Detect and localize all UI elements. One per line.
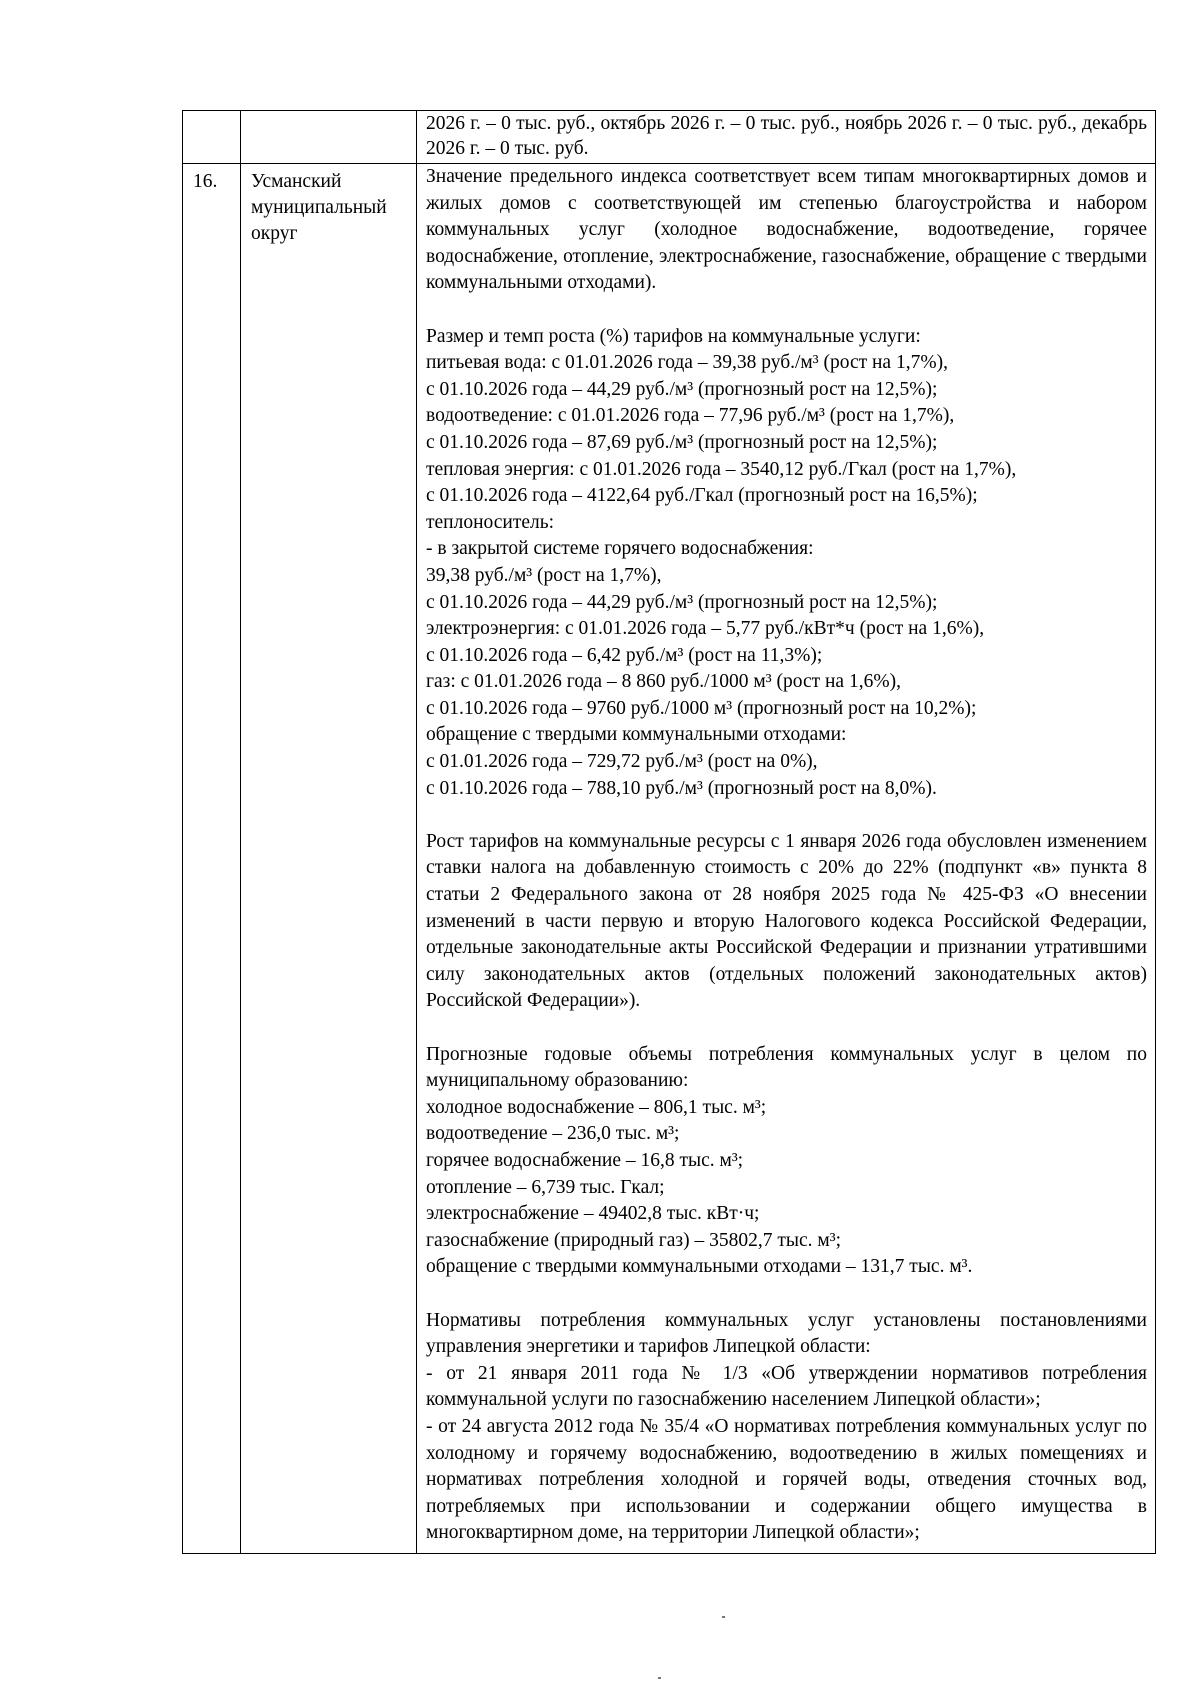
- tariff-line: тепловая энергия: с 01.01.2026 года – 3540,12 руб./Гкал (рост на 1,7%),: [426, 458, 1017, 480]
- volumes-intro: Прогнозные годовые объемы потребления коммунальных услуг в целом по муниципальному образованию:: [426, 1043, 1147, 1092]
- volume-line: холодное водоснабжение – 806,1 тыс. м³;: [426, 1096, 767, 1118]
- volume-line: электроснабжение – 49402,8 тыс. кВт·ч;: [426, 1203, 760, 1225]
- description-cell: [417, 111, 1156, 164]
- tariff-line: обращение с твердыми коммунальными отходами:: [426, 724, 847, 746]
- tariff-line: 39,38 руб./м³ (рост на 1,7%),: [426, 564, 662, 586]
- vat-paragraph: Рост тарифов на коммунальные ресурсы с 1 января 2026 года обусловлен изменением ставки налога на добавленную стоимость с 20% до 22% (подпункт «в» пункта 8 статьи 2 Федерального закона от 28 ноября 2025 года № 425-ФЗ «О внесении изменений в части первую и вторую Налогового кодекса Российской Федерации, отдельные законодательные акты Российской Федерации и признании утратившими силу законодательных актов (отдельных положений законодательных актов) Российской Федерации»).: [426, 830, 1147, 1012]
- tariff-list: [426, 324, 1147, 803]
- tariff-line: с 01.10.2026 года – 9760 руб./1000 м³ (прогнозный рост на 10,2%);: [426, 697, 977, 719]
- tariff-line: теплоноситель:: [426, 511, 555, 533]
- norm-item: - от 24 августа 2012 года № 35/4 «О нормативах потребления коммунальных услуг по холодному и горячему водоснабжению, водоотведению в жилых помещениях и нормативах потребления холодной и горячей воды, отведения сточных вод, потребляемых при использовании и содержании общего имущества в многоквартирном доме, на территории Липецкой области»;: [426, 1415, 1147, 1544]
- volume-line: отопление – 6,739 тыс. Гкал;: [426, 1176, 665, 1198]
- tariff-line: водоотведение: с 01.01.2026 года – 77,96 руб./м³ (рост на 1,7%),: [426, 405, 955, 427]
- tariff-line: с 01.01.2026 года – 729,72 руб./м³ (рост на 0%),: [426, 751, 818, 773]
- scan-speck: [722, 1616, 725, 1618]
- tariff-line: питьевая вода: с 01.01.2026 года – 39,38 руб./м³ (рост на 1,7%),: [426, 352, 948, 374]
- volume-line: горячее водоснабжение – 16,8 тыс. м³;: [426, 1149, 744, 1171]
- norms-intro: Нормативы потребления коммунальных услуг установлены постановлениями управления энергетики и тарифов Липецкой области:: [426, 1309, 1147, 1358]
- row-number-cell: [183, 111, 241, 164]
- index-paragraph: Значение предельного индекса соответствует всем типам многоквартирных домов и жилых домов с соответствующей им степенью благоустройства и набором коммунальных услуг (холодное водоснабжение, водоотведение, горячее водоснабжение, отопление, электроснабжение, газоснабжение, обращение с твердыми коммунальными отходами).: [426, 166, 1147, 294]
- volume-line: обращение с твердыми коммунальными отходами – 131,7 тыс. м³.: [426, 1256, 973, 1278]
- tariff-line: с 01.10.2026 года – 44,29 руб./м³ (прогнозный рост на 12,5%);: [426, 378, 938, 400]
- tariff-line: с 01.10.2026 года – 87,69 руб./м³ (прогнозный рост на 12,5%);: [426, 431, 938, 453]
- scan-speck: [658, 1677, 661, 1679]
- description-cell: [417, 164, 1156, 1554]
- tariff-line: газ: с 01.01.2026 года – 8 860 руб./1000 м³ (рост на 1,6%),: [426, 671, 901, 693]
- volume-line: газоснабжение (природный газ) – 35802,7 тыс. м³;: [426, 1229, 841, 1251]
- norms-list: [426, 1361, 1147, 1547]
- tariff-line: с 01.10.2026 года – 788,10 руб./м³ (прогнозный рост на 8,0%).: [426, 777, 937, 799]
- tariff-line: - в закрытой системе горячего водоснабжения:: [426, 538, 814, 560]
- tariff-line: с 01.10.2026 года – 44,29 руб./м³ (прогнозный рост на 12,5%);: [426, 591, 938, 613]
- table-row-16: [183, 164, 1156, 1554]
- municipality-cell: [241, 111, 417, 164]
- tariff-line: с 01.10.2026 года – 6,42 руб./м³ (рост на 11,3%);: [426, 644, 823, 666]
- row-number-cell: 16.: [183, 164, 241, 1554]
- tariff-line: электроэнергия: с 01.01.2026 года – 5,77 руб./кВт*ч (рост на 1,6%),: [426, 618, 985, 640]
- tariff-table: [182, 110, 1156, 1554]
- norm-item: - от 21 января 2011 года № 1/3 «Об утверждении нормативов потребления коммунальной услуги по газоснабжению населением Липецкой области»;: [426, 1362, 1147, 1411]
- previous-row-text: 2026 г. – 0 тыс. руб., октябрь 2026 г. – 0 тыс. руб., ноябрь 2026 г. – 0 тыс. руб., декабрь 2026 г. – 0 тыс. руб.: [426, 113, 1147, 159]
- tariff-line: Размер и темп роста (%) тарифов на коммунальные услуги:: [426, 325, 921, 347]
- table-row-previous: [183, 111, 1156, 164]
- volume-line: водоотведение – 236,0 тыс. м³;: [426, 1123, 680, 1145]
- volumes-list: [426, 1095, 1147, 1281]
- tariff-line: с 01.10.2026 года – 4122,64 руб./Гкал (прогнозный рост на 16,5%);: [426, 485, 978, 507]
- municipality-cell: Усманский муниципальный округ: [241, 164, 417, 1554]
